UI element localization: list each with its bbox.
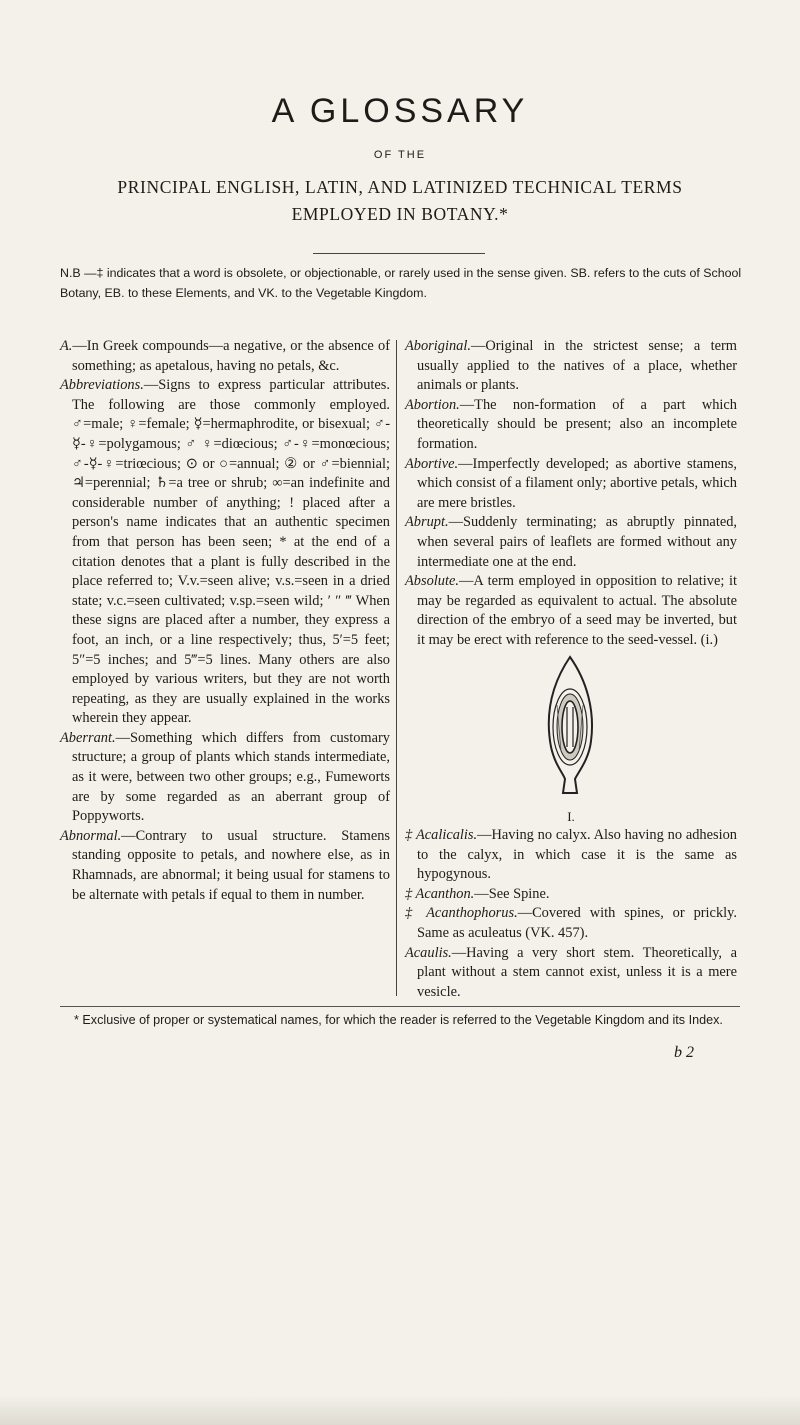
page-subtitle [0, 174, 800, 228]
entry-definition: —Having a very short stem. Theoretically, a plant without a stem cannot exist, unless it is a mere vesicle. [417, 944, 737, 1000]
entry-definition: —A term employed in opposition to relative; it may be regarded as equivalent to actual. The absolute direction of the embryo of a seed may be inverted, but it may be erect with reference to the seed-vessel. (i.) [417, 573, 737, 648]
entry-definition: —Signs to express particular attributes. The following are those commonly employed. ♂=male; ♀=female; ☿=hermaphrodite, or bisexual; ♂-☿-♀=polygamous; ♂ ♀=diœcious; ♂-♀=monœcious; ♂-☿-♀=triœcious; ⊙ or ○=annual; ② or ♂=biennial; ♃=perennial; ♄=a tree or shrub; ∞=an indefinite and considerable number of anything; ! placed after a person's name indicates that an authentic specimen from that person has been seen; * at the end of a citation denotes that a plant is fully described in the place referred to; V.v.=seen alive; v.s.=seen in a dried state; v.c.=seen cultivated; v.sp.=seen wild; ′ ″ ‴ When these signs are placed after a number, they express a foot, an inch, or a line respectively; thus, 5′=5 feet; 5″=5 inches; and 5‴=5 lines. Many others are also employed by various writers, but they are not worth repeating, as they are usually explained in the works wherein they appear. [72, 377, 390, 727]
entry-definition: —Covered with spines, or prickly. Same as aculeatus (VK. 457). [417, 905, 737, 942]
right-column [405, 337, 737, 1002]
entry-definition: —In Greek compounds—a negative, or the absence of something; as apetalous, having no petals, &c. [72, 338, 390, 374]
subtitle-line-2: EMPLOYED IN BOTANY.* [291, 204, 509, 224]
page-title: A GLOSSARY [271, 92, 529, 130]
entry-definition: —Something which differs from customary structure; a group of plants which stands intermediate, as it were, between two other groups; e.g., Fumeworts are by some regarded as an aberrant group of Poppyworts. [72, 729, 390, 825]
entry-definition: —See Spine. [474, 885, 550, 902]
entry-headword: Abbreviations. [60, 377, 144, 394]
entry-headword: ‡ Acanthon. [405, 885, 475, 902]
footnote-divider [60, 1006, 740, 1007]
entry-definition: —Imperfectly developed; as abortive stamens, which consist of a filament only; abortive petals, which are mere bristles. [417, 455, 737, 511]
entry-headword: A. [60, 338, 73, 354]
left-column [60, 337, 390, 905]
entry-headword: Aberrant. [60, 729, 116, 746]
entry-headword: Abortion. [405, 396, 460, 413]
glossary-entry [60, 337, 390, 376]
glossary-entry [60, 827, 390, 905]
entry-definition: —The non-formation of a part which theoretically should be present; also an incomplete formation. [417, 396, 737, 452]
entry-headword: Acaulis. [405, 944, 452, 961]
entry-headword: Abrupt. [405, 514, 449, 531]
entry-definition: —Having no calyx. Also having no adhesion to the calyx, in which case it is the same as hypogynous. [417, 827, 737, 883]
glossary-entry [405, 944, 737, 1003]
subtitle-line-1: PRINCIPAL ENGLISH, LATIN, AND LATINIZED TECHNICAL TERMS [117, 177, 683, 197]
title-divider [313, 253, 485, 254]
entry-headword: Aboriginal. [405, 338, 471, 354]
entry-headword: Abnormal. [60, 827, 122, 844]
note-paragraph: N.B —‡ indicates that a word is obsolete, or objectionable, or rarely used in the sense given. SB. refers to the cuts of School Botany, EB. to these Elements, and VK. to the Vegetable Kingdom. [60, 266, 742, 300]
signature-mark: b 2 [674, 1044, 694, 1061]
glossary-entry [405, 337, 737, 396]
glossary-entry [60, 729, 390, 827]
column-divider [396, 340, 397, 996]
entry-headword: Abortive. [405, 455, 459, 472]
seed-figure [405, 655, 737, 805]
glossary-entry [405, 396, 737, 455]
glossary-entry [405, 513, 737, 572]
glossary-entry [405, 572, 737, 650]
footnote: * Exclusive of proper or systematical names, for which the reader is referred to the Vegetable Kingdom and its Index. [74, 1013, 723, 1027]
glossary-entry [405, 904, 737, 943]
entry-definition: —Contrary to usual structure. Stamens standing opposite to petals, and nowhere else, as in Rhamnads, are abnormal; it being usual for stamens to be alternate with petals if equal to them in number. [72, 827, 390, 903]
entry-headword: Absolute. [405, 573, 459, 590]
glossary-entry [405, 455, 737, 514]
glossary-entry [60, 376, 390, 729]
seed-embryo-illustration [539, 655, 601, 795]
figure-caption: I. [567, 808, 575, 824]
entry-headword: ‡ Acalicalis. [405, 827, 478, 844]
page-edge [0, 1395, 800, 1425]
entry-definition: —Original in the strictest sense; a term usually applied to the natives of a place, whether animals or plants. [417, 338, 737, 394]
glossary-entry [405, 885, 737, 905]
title-of-the: OF THE [373, 149, 427, 161]
entry-headword: ‡ Acanthophorus. [405, 905, 518, 922]
entry-definition: —Suddenly terminating; as abruptly pinnated, when several pairs of leaflets are formed without any intermediate one at the end. [417, 514, 737, 570]
glossary-entry [405, 826, 737, 885]
